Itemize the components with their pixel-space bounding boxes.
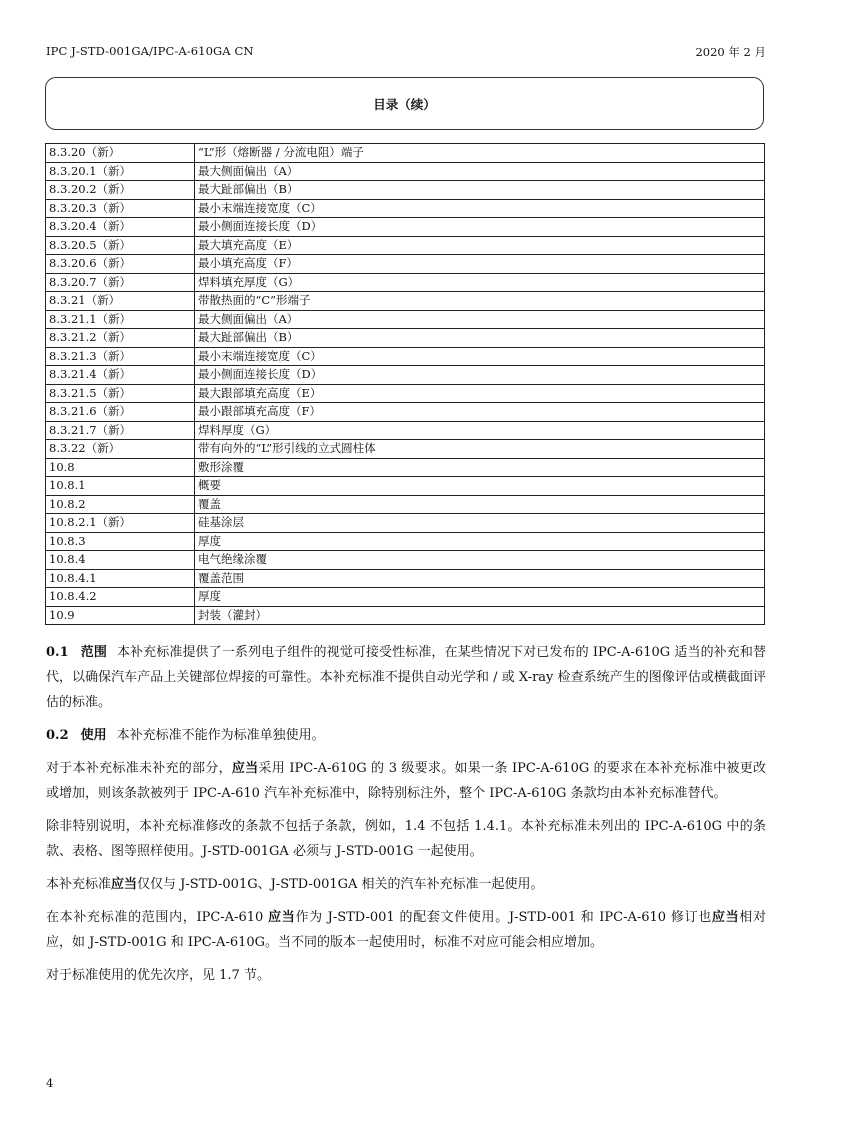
toc-section-number: 10.8.2	[46, 495, 195, 514]
emphasis-run: 应当	[268, 910, 296, 925]
text-run: 对于本补充标准未补充的部分，	[46, 761, 232, 776]
toc-row	[46, 273, 765, 292]
toc-section-number: 8.3.20.1（新）	[46, 162, 195, 181]
header-doc-id: IPC J-STD-001GA/IPC-A-610GA CN	[46, 44, 254, 58]
toc-section-number: 10.9	[46, 606, 195, 625]
section-text: 本补充标准提供了一系列电子组件的视觉可接受性标准，在某些情况下对已发布的 IPC-A-610G 适当的补充和替代，以确保汽车产品上关键部位焊接的可靠性。本补充标准不提供自动光学和 / 或 X-ray 检查系统产生的图像评估或横截面评估的标准。	[46, 645, 766, 710]
paragraph-5: 对于标准使用的优先次序，见 1.7 节。	[46, 968, 270, 983]
toc-section-number: 8.3.21（新）	[46, 292, 195, 311]
toc-row	[46, 495, 765, 514]
paragraph-4	[46, 905, 766, 955]
toc-row	[46, 458, 765, 477]
section-number: 0.2	[46, 728, 69, 743]
toc-section-number: 8.3.21.7（新）	[46, 421, 195, 440]
toc-section-title: 厚度	[195, 532, 765, 551]
toc-section-number: 10.8.4	[46, 551, 195, 570]
toc-row	[46, 218, 765, 237]
toc-row	[46, 199, 765, 218]
toc-section-title: 最小填充高度（F）	[195, 255, 765, 274]
emphasis-run: 应当	[111, 877, 138, 892]
toc-section-title: 最小末端连接宽度（C）	[195, 199, 765, 218]
toc-section-title: “L”形（熔断器 / 分流电阻）端子	[195, 144, 765, 163]
toc-row	[46, 514, 765, 533]
text-run: 采用 IPC-A-610G 的 3 级要求。如果一条 IPC-A-610G 的要求在本补充标准中被更改或增加，则该条款被列于 IPC-A-610 汽车补充标准中，除特别标注外，整个 IPC-A-610G 条款均由本补充标准替代。	[46, 761, 766, 801]
toc-section-number: 10.8.3	[46, 532, 195, 551]
toc-section-number: 8.3.20（新）	[46, 144, 195, 163]
toc-section-title: 敷形涂覆	[195, 458, 765, 477]
toc-row	[46, 421, 765, 440]
toc-section-title: 带散热面的“C”形端子	[195, 292, 765, 311]
toc-section-number: 8.3.20.7（新）	[46, 273, 195, 292]
section-0-1	[46, 640, 766, 715]
paragraph-2: 除非特别说明，本补充标准修改的条款不包括子条款，例如，1.4 不包括 1.4.1。本补充标准未列出的 IPC-A-610G 中的条款、表格、图等照样使用。J-STD-001GA 必须与 J-STD-001G 一起使用。	[46, 819, 766, 859]
toc-section-number: 8.3.20.4（新）	[46, 218, 195, 237]
toc-section-title: 最小侧面连接长度（D）	[195, 218, 765, 237]
toc-section-title: 最大填充高度（E）	[195, 236, 765, 255]
paragraph-1	[46, 756, 766, 806]
toc-section-number: 10.8.1	[46, 477, 195, 496]
header-date: 2020 年 2 月	[695, 45, 766, 59]
toc-row	[46, 310, 765, 329]
toc-title-box	[45, 77, 764, 130]
section-title: 范围	[80, 645, 107, 660]
toc-row	[46, 403, 765, 422]
toc-row	[46, 162, 765, 181]
text-run: 本补充标准	[46, 877, 112, 892]
toc-section-title: 最大趾部偏出（B）	[195, 329, 765, 348]
toc-section-number: 8.3.21.6（新）	[46, 403, 195, 422]
toc-section-number: 8.3.21.5（新）	[46, 384, 195, 403]
toc-section-title: 最小侧面连接长度（D）	[195, 366, 765, 385]
toc-section-number: 8.3.21.2（新）	[46, 329, 195, 348]
toc-row	[46, 588, 765, 607]
toc-row	[46, 606, 765, 625]
toc-section-title: 最大侧面偏出（A）	[195, 162, 765, 181]
toc-section-title: 最大侧面偏出（A）	[195, 310, 765, 329]
toc-row	[46, 366, 765, 385]
toc-row	[46, 329, 765, 348]
toc-row	[46, 144, 765, 163]
toc-section-title: 最小跟部填充高度（F）	[195, 403, 765, 422]
toc-row	[46, 477, 765, 496]
toc-section-number: 8.3.20.2（新）	[46, 181, 195, 200]
emphasis-run: 应当	[711, 910, 740, 925]
toc-section-number: 10.8.4.1	[46, 569, 195, 588]
toc-row	[46, 292, 765, 311]
toc-section-title: 电气绝缘涂覆	[195, 551, 765, 570]
toc-row	[46, 384, 765, 403]
page-number: 4	[46, 1076, 54, 1090]
toc-section-title: 最小末端连接宽度（C）	[195, 347, 765, 366]
toc-section-title: 硅基涂层	[195, 514, 765, 533]
toc-title: 目录（续）	[373, 96, 436, 112]
toc-section-title: 厚度	[195, 588, 765, 607]
toc-section-title: 最大趾部偏出（B）	[195, 181, 765, 200]
section-title: 使用	[80, 728, 107, 743]
toc-row	[46, 551, 765, 570]
toc-section-number: 10.8.2.1（新）	[46, 514, 195, 533]
toc-section-title: 焊料填充厚度（G）	[195, 273, 765, 292]
toc-row	[46, 236, 765, 255]
toc-section-title: 带有向外的“L”形引线的立式圆柱体	[195, 440, 765, 459]
section-number: 0.1	[46, 645, 69, 660]
text-run: 相对应，如 J-STD-001G 和 IPC-A-610G。当不同的版本一起使用时，标准不对应可能会相应增加。	[46, 910, 766, 950]
toc-row	[46, 255, 765, 274]
toc-row	[46, 440, 765, 459]
emphasis-run: 应当	[231, 761, 259, 776]
toc-section-number: 8.3.22（新）	[46, 440, 195, 459]
toc-section-number: 8.3.21.3（新）	[46, 347, 195, 366]
text-run: 作为 J-STD-001 的配套文件使用。J-STD-001 和 IPC-A-610 修订也	[295, 910, 712, 925]
toc-section-number: 10.8	[46, 458, 195, 477]
toc-section-number: 8.3.21.1（新）	[46, 310, 195, 329]
toc-section-number: 8.3.21.4（新）	[46, 366, 195, 385]
toc-section-title: 焊料厚度（G）	[195, 421, 765, 440]
toc-section-title: 最大跟部填充高度（E）	[195, 384, 765, 403]
toc-section-number: 8.3.20.3（新）	[46, 199, 195, 218]
toc-table	[45, 143, 765, 625]
toc-row	[46, 569, 765, 588]
toc-section-title: 覆盖	[195, 495, 765, 514]
toc-section-number: 8.3.20.5（新）	[46, 236, 195, 255]
paragraph-3	[46, 872, 766, 897]
toc-section-title: 封装（灌封）	[195, 606, 765, 625]
body-text	[46, 640, 766, 996]
toc-section-title: 覆盖范围	[195, 569, 765, 588]
toc-row	[46, 347, 765, 366]
toc-section-title: 概要	[195, 477, 765, 496]
section-0-2	[46, 723, 766, 748]
text-run: 在本补充标准的范围内，IPC-A-610	[46, 910, 269, 925]
section-text: 本补充标准不能作为标准单独使用。	[116, 728, 325, 743]
text-run: 仅仅与 J-STD-001G、J-STD-001GA 相关的汽车补充标准一起使用。	[137, 877, 544, 892]
toc-section-number: 8.3.20.6（新）	[46, 255, 195, 274]
toc-row	[46, 181, 765, 200]
toc-section-number: 10.8.4.2	[46, 588, 195, 607]
toc-row	[46, 532, 765, 551]
